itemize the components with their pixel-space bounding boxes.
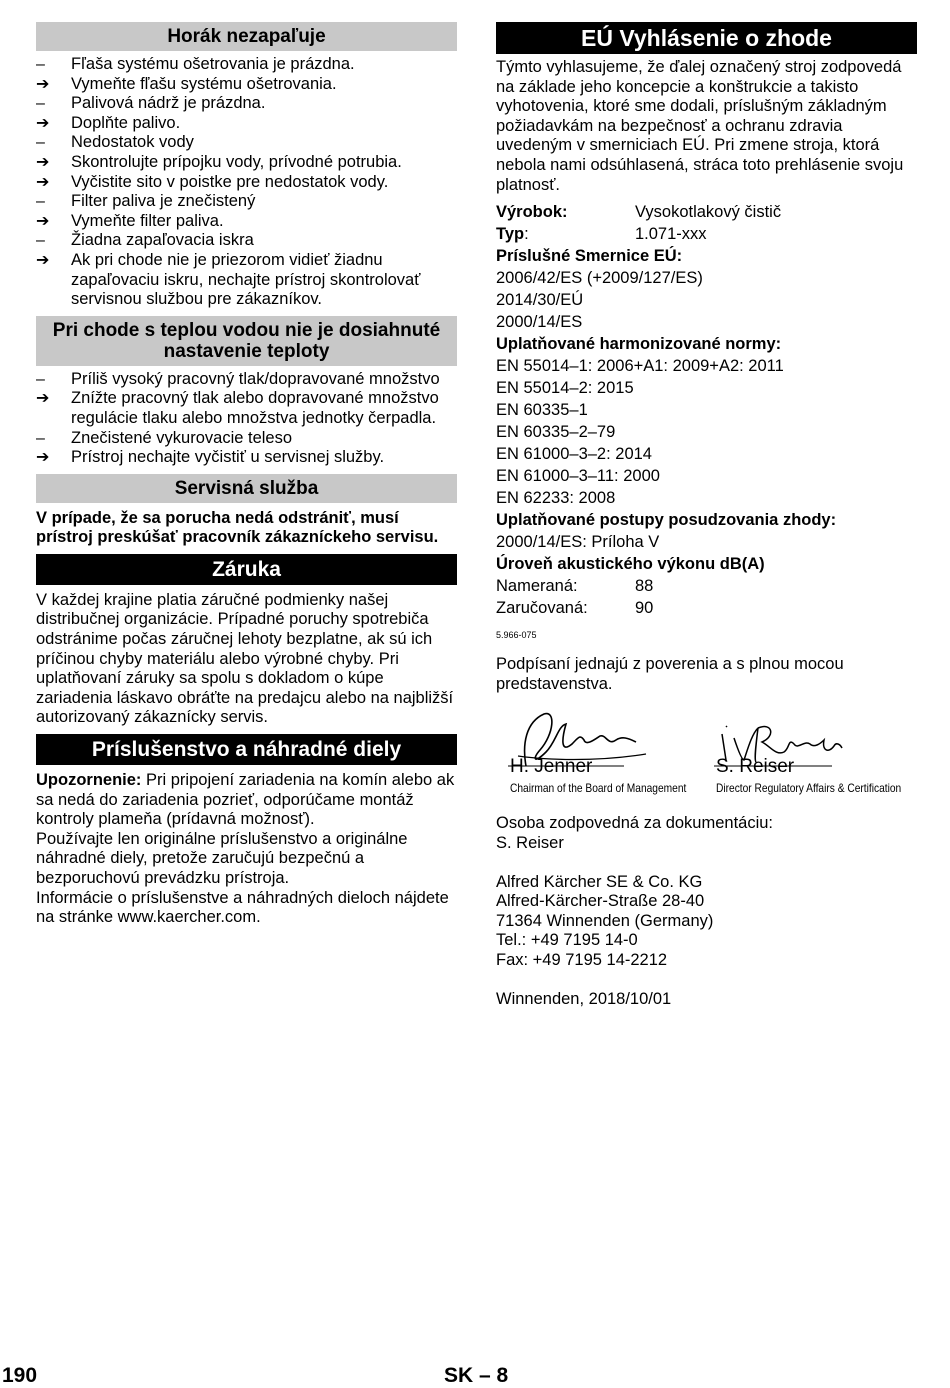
- type-colon: :: [524, 225, 529, 244]
- norm-item: EN 60335–2–79: [496, 423, 616, 442]
- product-value: Vysokotlakový čistič: [635, 203, 782, 222]
- signature-block-jenner: [496, 704, 696, 796]
- problem-item: [36, 429, 457, 449]
- hot-water-troubleshooting-list: [36, 370, 457, 468]
- problem-item: [36, 192, 457, 212]
- arrow-icon: ➔: [36, 390, 50, 408]
- item-text: Vymeňte filter paliva.: [71, 211, 224, 230]
- item-text: Žiadna zapaľovacia iskra: [71, 231, 254, 250]
- guaranteed-value: 90: [635, 599, 654, 618]
- product-row: [496, 201, 917, 223]
- arrow-icon: ➔: [36, 153, 50, 171]
- signatory-2-name: S. Reiser: [716, 756, 795, 778]
- address-line: 71364 Winnenden (Germany): [496, 911, 714, 930]
- directive-item: 2014/30/EÚ: [496, 291, 584, 310]
- accessories-original-parts: Používajte len originálne príslušenstvo a originálne náhradné diely, pretože zaručujú bezpečnú a bezporuchovú prevádzku prístroja.: [36, 829, 408, 887]
- item-text: Znečistené vykurovacie teleso: [71, 428, 293, 447]
- item-text: Vymeňte fľašu systému ošetrovania.: [71, 74, 337, 93]
- left-column: [36, 22, 457, 928]
- remedy-item: [36, 212, 457, 232]
- responsible-person-label: Osoba zodpovedná za dokumentáciu:: [496, 814, 774, 833]
- item-text: Znížte pracovný tlak alebo dopravované množstvo regulácie tlaku alebo množstva jednotky čerpadla.: [71, 389, 439, 427]
- dash-marker: –: [36, 232, 45, 250]
- norm-item: EN 61000–3–11: 2000: [496, 467, 660, 486]
- signatory-1-name: H. Jenner: [510, 756, 593, 778]
- dash-marker: –: [36, 429, 45, 447]
- right-column: [496, 22, 917, 1009]
- signatories-statement: Podpísaní jednajú z poverenia a s plnou mocou predstavenstva.: [496, 655, 844, 693]
- directives-list: [496, 267, 917, 333]
- section-title-warranty: Záruka: [36, 554, 457, 585]
- norm-item: EN 61000–3–2: 2014: [496, 445, 652, 464]
- dash-marker: –: [36, 134, 45, 152]
- guaranteed-row: [496, 597, 917, 619]
- address-line: Fax: +49 7195 14-2212: [496, 950, 668, 969]
- section-title-burner: Horák nezapaľuje: [36, 22, 457, 51]
- company-address: [496, 873, 917, 971]
- directive-item: 2000/14/ES: [496, 313, 583, 332]
- section-title-service: Servisná služba: [36, 474, 457, 503]
- signatory-1-role: Chairman of the Board of Management: [510, 781, 687, 796]
- remedy-item: [36, 75, 457, 95]
- problem-item: [36, 370, 457, 390]
- remedy-item: [36, 448, 457, 468]
- norm-item: EN 55014–1: 2006+A1: 2009+A2: 2011: [496, 357, 784, 376]
- place-date: Winnenden, 2018/10/01: [496, 989, 672, 1008]
- arrow-icon: ➔: [36, 212, 50, 230]
- accessories-info: Informácie o príslušenstve a náhradných dieloch nájdete na stránke www.kaercher.com.: [36, 888, 449, 927]
- remedy-item: [36, 173, 457, 193]
- type-row: [496, 223, 917, 245]
- remedy-item: [36, 389, 457, 428]
- page-number: 190: [2, 1364, 38, 1387]
- signatory-2-role: Director Regulatory Affairs & Certification: [716, 781, 902, 796]
- item-text: Palivová nádrž je prázdna.: [71, 94, 266, 113]
- section-title-hot-water: Pri chode s teplou vodou nie je dosiahnuté nastavenie teploty: [36, 316, 457, 366]
- norm-item: EN 62233: 2008: [496, 489, 616, 508]
- procedures-label: Uplatňované postupy posudzovania zhody:: [496, 511, 837, 530]
- norm-item: EN 55014–2: 2015: [496, 379, 634, 398]
- section-title-accessories: Príslušenstvo a náhradné diely: [36, 734, 457, 765]
- note-label: Upozornenie:: [36, 771, 142, 790]
- address-line: Tel.: +49 7195 14-0: [496, 931, 638, 950]
- problem-item: [36, 231, 457, 251]
- arrow-icon: ➔: [36, 75, 50, 93]
- address-line: Alfred-Kärcher-Straße 28-40: [496, 892, 705, 911]
- problem-item: [36, 133, 457, 153]
- arrow-icon: ➔: [36, 251, 50, 269]
- address-line: Alfred Kärcher SE & Co. KG: [496, 872, 703, 891]
- norms-label: Uplatňované harmonizované normy:: [496, 335, 782, 354]
- item-text: Filter paliva je znečistený: [71, 192, 256, 211]
- problem-item: [36, 94, 457, 114]
- measured-value: 88: [635, 577, 654, 596]
- language-section: SK – 8: [444, 1364, 509, 1387]
- arrow-icon: ➔: [36, 449, 50, 467]
- procedures-value: 2000/14/ES: Príloha V: [496, 533, 660, 552]
- measured-row: [496, 575, 917, 597]
- note-text: Pri pripojení zariadenia na komín alebo ak sa nedá do zariadenia pozrieť, odporúčame montáž kontroly plameňa (prídavná možnosť).: [36, 771, 455, 829]
- item-text: Príliš vysoký pracovný tlak/dopravované množstvo: [71, 369, 440, 388]
- norm-item: EN 60335–1: [496, 401, 588, 420]
- declaration-intro: Týmto vyhlasujeme, že ďalej označený stroj zodpovedá na základe jeho koncepcie a konštrukcie a takisto vyhotovenia, ktoré sme dodali, príslušným základným požiadavkám na bezpečnosť a ochranu zdravia uvedeným v smerniciach EÚ. Pri zmene stroja, ktorá nebola nami odsúhlasená, stráca toto prehlásenie svoju platnosť.: [496, 58, 904, 194]
- type-value: 1.071-xxx: [635, 225, 707, 244]
- type-label: Typ: [496, 225, 525, 244]
- directives-label: Príslušné Smernice EÚ:: [496, 247, 683, 266]
- burner-troubleshooting-list: [36, 55, 457, 310]
- dash-marker: –: [36, 193, 45, 211]
- signature-block-reiser: [702, 704, 917, 796]
- accessories-note: [36, 771, 457, 830]
- item-text: Ak pri chode nie je priezorom vidieť žiadnu zapaľovaciu iskru, nechajte prístroj skontrolovať servisnou službou pre zákazníkov.: [71, 250, 421, 309]
- remedy-item: [36, 114, 457, 134]
- product-label: Výrobok:: [496, 203, 568, 222]
- item-text: Nedostatok vody: [71, 133, 194, 152]
- responsible-person-name: S. Reiser: [496, 833, 564, 852]
- sound-power-label: Úroveň akustického výkonu dB(A): [496, 555, 765, 574]
- measured-label: Nameraná:: [496, 577, 578, 596]
- norms-list: [496, 355, 917, 509]
- arrow-icon: ➔: [36, 114, 50, 132]
- service-text: V prípade, že sa porucha nedá odstrániť, musí prístroj preskúšať pracovník zákazníckeho servisu.: [36, 508, 439, 547]
- document-code: 5.966-075: [496, 630, 537, 641]
- signatures: [496, 704, 917, 804]
- warranty-text: V každej krajine platia záručné podmienky našej distribučnej organizácie. Prípadné poruchy spotrebiča odstránime počas záručnej lehoty bezplatne, ak sú ich príčinou chyby materiálu alebo výrobné chyby. Pri uplatňovaní záruky sa spolu s dokladom o kúpe zariadenia láskavo obráťte na predajcu alebo na najbližší autorizovaný zákaznícky servis.: [36, 590, 454, 727]
- dash-marker: –: [36, 370, 45, 388]
- dash-marker: –: [36, 95, 45, 113]
- directive-item: 2006/42/ES (+2009/127/ES): [496, 269, 703, 288]
- item-text: Prístroj nechajte vyčistiť u servisnej služby.: [71, 448, 385, 467]
- remedy-item: [36, 153, 457, 173]
- declaration-title: EÚ Vyhlásenie o zhode: [496, 22, 917, 54]
- guaranteed-label: Zaručovaná:: [496, 599, 588, 618]
- item-text: Doplňte palivo.: [71, 113, 181, 132]
- item-text: Skontrolujte prípojku vody, prívodné potrubia.: [71, 152, 402, 171]
- remedy-item: [36, 251, 457, 310]
- dash-marker: –: [36, 56, 45, 73]
- arrow-icon: ➔: [36, 173, 50, 191]
- item-text: Vyčistite sito v poistke pre nedostatok vody.: [71, 172, 389, 191]
- problem-item: [36, 55, 457, 75]
- item-text: Fľaša systému ošetrovania je prázdna.: [71, 55, 355, 73]
